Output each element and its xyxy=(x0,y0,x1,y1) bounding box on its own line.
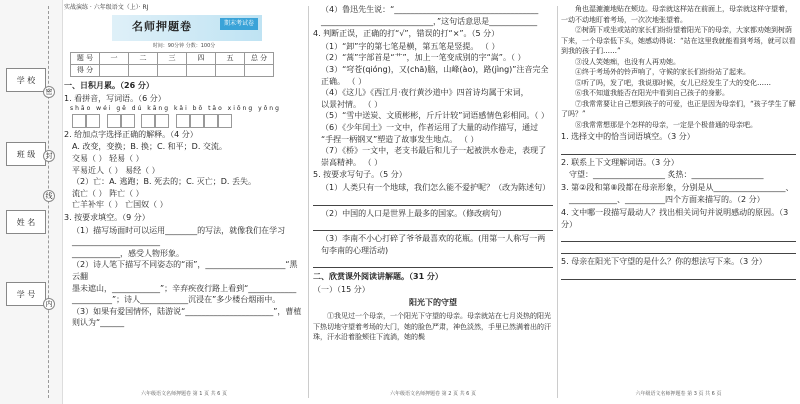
question-text: 交易（ ） 轻易（ ） xyxy=(72,154,144,163)
score-header-cell: 三 xyxy=(158,52,187,64)
section-heading: 二、欣赏课外阅读讲解题。（31 分） xyxy=(313,272,443,282)
student-id-field[interactable]: 学 号 xyxy=(6,282,46,306)
question: 1. 选择文中的恰当词语填空。（3 分） xyxy=(561,132,695,141)
judge-item[interactable]: 崇高精神。 （ ） xyxy=(321,157,383,167)
question: 4. 判断正误，正确的打“√”，错误的打“×”。（5 分） xyxy=(313,29,500,39)
page-footer: 六年级语文名师押题卷 第 3 页 共 6 页 xyxy=(635,390,722,397)
column-divider xyxy=(557,6,558,398)
score-row-label: 得 分 xyxy=(71,64,100,76)
binding-margin xyxy=(0,0,63,404)
subsection: （一）（15 分） xyxy=(313,284,370,294)
seal-char: 封 xyxy=(43,150,55,162)
passage-text: 角也湿漉漉地贴在颊边。母亲就这样站在前面上，母亲就这样守望着，一动不动地盯着考场，一次次地张望着。 xyxy=(561,5,792,24)
judge-item[interactable]: （3）“穹苍(qióng)，又(chā)脑，山峰(ào)，路(jìng)”注音完全 xyxy=(321,64,549,74)
score-cell[interactable] xyxy=(158,64,187,76)
judge-item[interactable]: （5）“雪中送炭、文质彬彬，斤斤计较”词语感情色彩相同。（ ） xyxy=(321,111,549,121)
question: 3. 第②段和第⑧段都在母亲形象，分别是从__________________、 xyxy=(561,182,794,192)
answer-line[interactable] xyxy=(313,221,553,231)
question: 1. 看拼音，写词语。（6 分） xyxy=(64,93,166,103)
score-header-cell: 五 xyxy=(216,52,245,64)
pinyin-row: shāo wéi gē dú kāng kǎi bō tāo xiōng yǒng xyxy=(70,105,281,113)
score-cell[interactable] xyxy=(129,64,158,76)
question-text: （3）李南不小心打碎了爷爷最喜欢的花瓶。(用第一人称写一两句李南的心理活动) xyxy=(321,234,546,255)
question-text[interactable]: （2）诗人笔下描写不同姿态的“雨”，____________________“黑云翻 xyxy=(72,260,298,281)
series-header: 实战演练 · 六年级语文（上）· RJ xyxy=(64,4,149,11)
question-text: （2）亡：A. 逃跑；B. 死去的；C. 灭亡；D. 丢失。 xyxy=(72,177,256,187)
page-title: 名师押题卷 xyxy=(132,19,192,33)
title-banner xyxy=(112,15,262,41)
passage-text: ③没人笑她痴，也没有人再劝她。 xyxy=(575,57,680,66)
answer-line[interactable] xyxy=(313,196,553,206)
page-1 xyxy=(64,0,304,404)
answer-line[interactable] xyxy=(561,232,796,242)
passage-text: ⑦我常常要让自己想到孩子的可爱，也正是因为母亲们，“孩子学生了解了吗？” xyxy=(561,99,796,118)
column-divider xyxy=(308,6,309,398)
seal-char: 密 xyxy=(43,86,55,98)
question-text[interactable]: （1）描写场面时可以运用________的写法，就像我们在学习______________________ xyxy=(72,225,286,247)
passage-text: ①我见过一个母亲，一个阳光下守望的母亲。母亲就站在七月炎热的阳光下热切地守望着考场的大门，她的脸色严肃，神色淡然，手里已然满着出的汗珠，汗水沿着脸颊往下流淌，她的鬓 xyxy=(313,312,551,342)
passage-title: 阳光下的守望 xyxy=(409,298,457,308)
question-text[interactable]: 墨未遮山，____________”；辛弃疾夜行路上看到“____________ xyxy=(72,283,297,293)
class-field[interactable]: 班 级 xyxy=(6,142,46,166)
judge-item[interactable]: （6）《少年闰土》一文中，作者运用了大量的动作描写，通过 xyxy=(321,122,539,132)
question: 2. 联系上下文理解词语。（3 分） xyxy=(561,157,679,167)
score-cell[interactable] xyxy=(100,64,129,76)
judge-item[interactable]: （2）“蒿”字部首是“艹”，加上一笔变成别的字“嵩”。（ ） xyxy=(321,53,526,63)
question-text: 亡羊补牢（ ） 亡国奴（ ） xyxy=(72,200,168,210)
score-cell[interactable] xyxy=(216,64,245,76)
score-header-cell: 一 xyxy=(100,52,129,64)
judge-item[interactable]: 正确。 （ ） xyxy=(321,76,367,86)
question-text[interactable]: （4）鲁迅先生说：“____________________________________ xyxy=(321,5,539,14)
score-header-cell: 题 号 xyxy=(71,52,100,64)
page-footer: 六年级语文名师押题卷 第 1 页 共 6 页 xyxy=(141,390,227,397)
judge-item[interactable]: （7）《桥》一文中，老支书最后和儿子一起被洪水卷走，表现了 xyxy=(321,146,547,156)
judge-item[interactable]: （1）“卸”字的第七笔是横，第五笔是竖提。 （ ） xyxy=(321,41,500,51)
score-table xyxy=(70,52,274,77)
question-text[interactable]: 守望：__________________ 炙热：__________________ xyxy=(569,170,764,180)
answer-line[interactable] xyxy=(313,258,553,268)
score-cell[interactable] xyxy=(187,64,216,76)
section-heading: 一、日积月累。（26 分） xyxy=(64,80,154,90)
answer-line[interactable] xyxy=(561,145,796,155)
page-3 xyxy=(561,0,796,404)
question: 5. 母亲在阳光下守望的是什么？你的想法写下来。（3 分） xyxy=(561,257,767,267)
answer-line[interactable] xyxy=(561,244,796,254)
page-2 xyxy=(313,0,553,404)
question: 4. 文中哪一段描写最动人？找出相关词句并说明感动的原因。（3 分） xyxy=(561,207,789,229)
seal-char: 内 xyxy=(43,298,55,310)
answer-line[interactable] xyxy=(561,270,796,280)
question-text[interactable]: ____________，感受人物形象。 xyxy=(72,248,184,258)
page-footer: 六年级语文名师押题卷 第 2 页 共 6 页 xyxy=(390,390,476,397)
question-text[interactable]: ____________、__________四个方面来描写的。（2 分） xyxy=(569,195,765,205)
question-text: （2）中国的人口是世界上最多的国家。（修改病句） xyxy=(321,208,507,218)
passage-text: ⑥我不知道我能否在阳光中看到自己孩子的身影。 xyxy=(575,89,729,97)
passage-text: ④终于考场外的铃声响了，守候的家长们纷纷站了起来。 xyxy=(575,68,750,76)
passage-text: ②树荫下或坐或站的家长们纷纷望着阳光下的母亲，大家都劝她到树荫下来，一个母亲低下头，她感动得说：“站在这里我就能看到考场，就可以看到我的孩子们……” xyxy=(561,26,796,55)
school-field[interactable]: 学 校 xyxy=(6,68,46,92)
score-header-cell: 四 xyxy=(187,52,216,64)
question-text[interactable]: ____________________________，”这句话意思是____________ xyxy=(321,16,538,26)
seal-line xyxy=(48,6,49,398)
name-field[interactable]: 姓 名 xyxy=(6,210,46,234)
question-text: （1）人类只有一个地球，我们怎么能不爱护呢？（改为陈述句） xyxy=(321,182,551,192)
score-cell[interactable] xyxy=(245,64,274,76)
question: 5. 按要求写句子。（5 分） xyxy=(313,170,407,180)
judge-item[interactable]: “手捏一柄钢叉”塑造了故事发生地点。 （ ） xyxy=(321,134,479,144)
exam-badge: 期末考试卷 xyxy=(220,18,258,31)
question: 3. 按要求填空。（9 分） xyxy=(64,212,150,222)
question-text: 流亡（ ） 阵亡（ ） xyxy=(72,188,144,198)
passage-text: ⑤听了吗，发了吧，我说那时候，女儿已经发生了大的变化…… xyxy=(575,78,771,87)
question-text: A. 改变，变换；B. 换；C. 和平；D. 交流。 xyxy=(72,142,227,152)
score-header-cell: 二 xyxy=(129,52,158,64)
score-header-cell: 总 分 xyxy=(245,52,274,64)
question-text[interactable]: __________”；诗人____________沉浸在”多少楼台烟雨中。 xyxy=(72,295,281,305)
question-text: 平易近人（ ） 易经（ ） xyxy=(72,165,160,175)
judge-item[interactable]: （4）《这儿》《西江月·夜行黄沙道中》四首诗均属于宋词， xyxy=(321,88,529,98)
seal-char: 线 xyxy=(43,190,55,202)
passage-text: ⑧我常常想那是个怎样的母亲，一定是个极普通的母亲吧。 xyxy=(575,120,757,129)
question: 2. 给加点字选择正确的解释。（4 分） xyxy=(64,129,198,139)
writing-grid[interactable] xyxy=(64,114,304,128)
judge-item[interactable]: 以景衬情。 （ ） xyxy=(321,99,383,109)
question-text[interactable]: （3）如果有爱国情怀，陆游说“______________________”，曹植则认为“______ xyxy=(72,306,302,328)
exam-meta: 时间：90分钟 分数：100分 xyxy=(152,42,216,49)
